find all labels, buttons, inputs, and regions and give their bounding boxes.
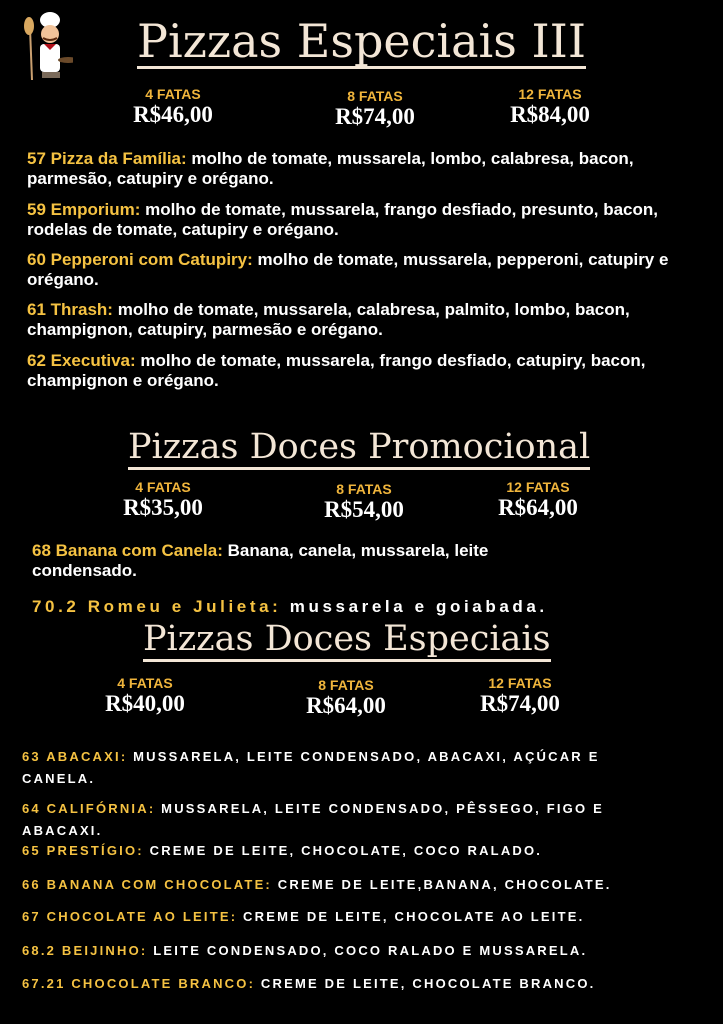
item-desc: Banana, canela, mussarela, leite condensado. [32, 541, 489, 580]
size-price: R$64,00 [306, 693, 386, 718]
item-desc: MUSSARELA, LEITE CONDENSADO, PÊSSEGO, FIGO E ABACAXI. [22, 801, 604, 838]
item-desc: mussarela e goiabada. [281, 597, 548, 616]
size-label: 12 FATAS [518, 86, 582, 102]
menu-item [22, 973, 712, 995]
menu-item [22, 746, 662, 790]
size-label: 12 FATAS [488, 675, 552, 691]
section-title-doces-especiais: Pizzas Doces Especiais [143, 622, 551, 662]
size-price: R$64,00 [498, 495, 578, 520]
item-name: 59 Emporium: [27, 200, 141, 219]
item-desc: CREME DE LEITE, CHOCOLATE AO LEITE. [237, 909, 585, 924]
size-price: R$40,00 [105, 691, 185, 716]
menu-item [32, 597, 712, 617]
item-desc: LEITE CONDENSADO, COCO RALADO E MUSSARELA. [147, 943, 588, 958]
item-name: 68 Banana com Canela: [32, 541, 223, 560]
menu-item [27, 300, 707, 340]
item-name: 64 CALIFÓRNIA: [22, 801, 156, 816]
menu-item [32, 541, 592, 581]
item-name: 67.21 CHOCOLATE BRANCO: [22, 976, 256, 991]
item-desc: molho de tomate, mussarela, frango desfiado, catupiry, bacon, champignon e orégano. [27, 351, 646, 390]
size-label: 4 FATAS [135, 479, 191, 495]
size-label: 8 FATAS [318, 677, 374, 693]
item-desc: molho de tomate, mussarela, calabresa, palmito, lombo, bacon, champignon, catupiry, parmesão e orégano. [27, 300, 630, 339]
size-price: R$35,00 [123, 495, 203, 520]
menu-item [27, 200, 707, 240]
item-desc: CREME DE LEITE, CHOCOLATE, COCO RALADO. [143, 843, 543, 858]
item-name: 57 Pizza da Família: [27, 149, 187, 168]
menu-item [22, 906, 712, 928]
menu-item [22, 798, 662, 842]
size-label: 12 FATAS [506, 479, 570, 495]
chef-mascot-logo [18, 8, 73, 83]
item-desc: molho de tomate, mussarela, lombo, calabresa, bacon, parmesão, catupiry e orégano. [27, 149, 634, 188]
item-name: 60 Pepperoni com Catupiry: [27, 250, 253, 269]
size-price: R$84,00 [510, 102, 590, 127]
item-name: 67 CHOCOLATE AO LEITE: [22, 909, 238, 924]
item-desc: molho de tomate, mussarela, pepperoni, catupiry e orégano. [27, 250, 669, 289]
item-name: 66 BANANA COM CHOCOLATE: [22, 877, 272, 892]
menu-item [22, 874, 712, 896]
size-price: R$74,00 [335, 104, 415, 129]
item-name: 70.2 Romeu e Julieta: [32, 597, 282, 616]
section-title-doces-promocional: Pizzas Doces Promocional [128, 430, 590, 470]
item-desc: CREME DE LEITE,BANANA, CHOCOLATE. [271, 877, 612, 892]
item-desc: molho de tomate, mussarela, frango desfiado, presunto, bacon, rodelas de tomate, catupiry e orégano. [27, 200, 659, 239]
item-name: 63 ABACAXI: [22, 749, 128, 764]
size-label: 4 FATAS [145, 86, 201, 102]
menu-item [22, 840, 712, 862]
size-label: 8 FATAS [347, 88, 403, 104]
size-price: R$54,00 [324, 497, 404, 522]
menu-item [27, 149, 707, 189]
item-desc: MUSSARELA, LEITE CONDENSADO, ABACAXI, AÇÚCAR E CANELA. [22, 749, 600, 786]
item-name: 61 Thrash: [27, 300, 113, 319]
item-name: 65 PRESTÍGIO: [22, 843, 144, 858]
size-price: R$74,00 [480, 691, 560, 716]
size-label: 4 FATAS [117, 675, 173, 691]
size-price: R$46,00 [133, 102, 213, 127]
menu-item [27, 351, 707, 391]
menu-item [27, 250, 707, 290]
item-name: 62 Executiva: [27, 351, 136, 370]
menu-item [22, 940, 712, 962]
section-title-especiais-iii: Pizzas Especiais III [137, 14, 586, 68]
item-desc: CREME DE LEITE, CHOCOLATE BRANCO. [255, 976, 596, 991]
size-label: 8 FATAS [336, 481, 392, 497]
item-name: 68.2 BEIJINHO: [22, 943, 148, 958]
